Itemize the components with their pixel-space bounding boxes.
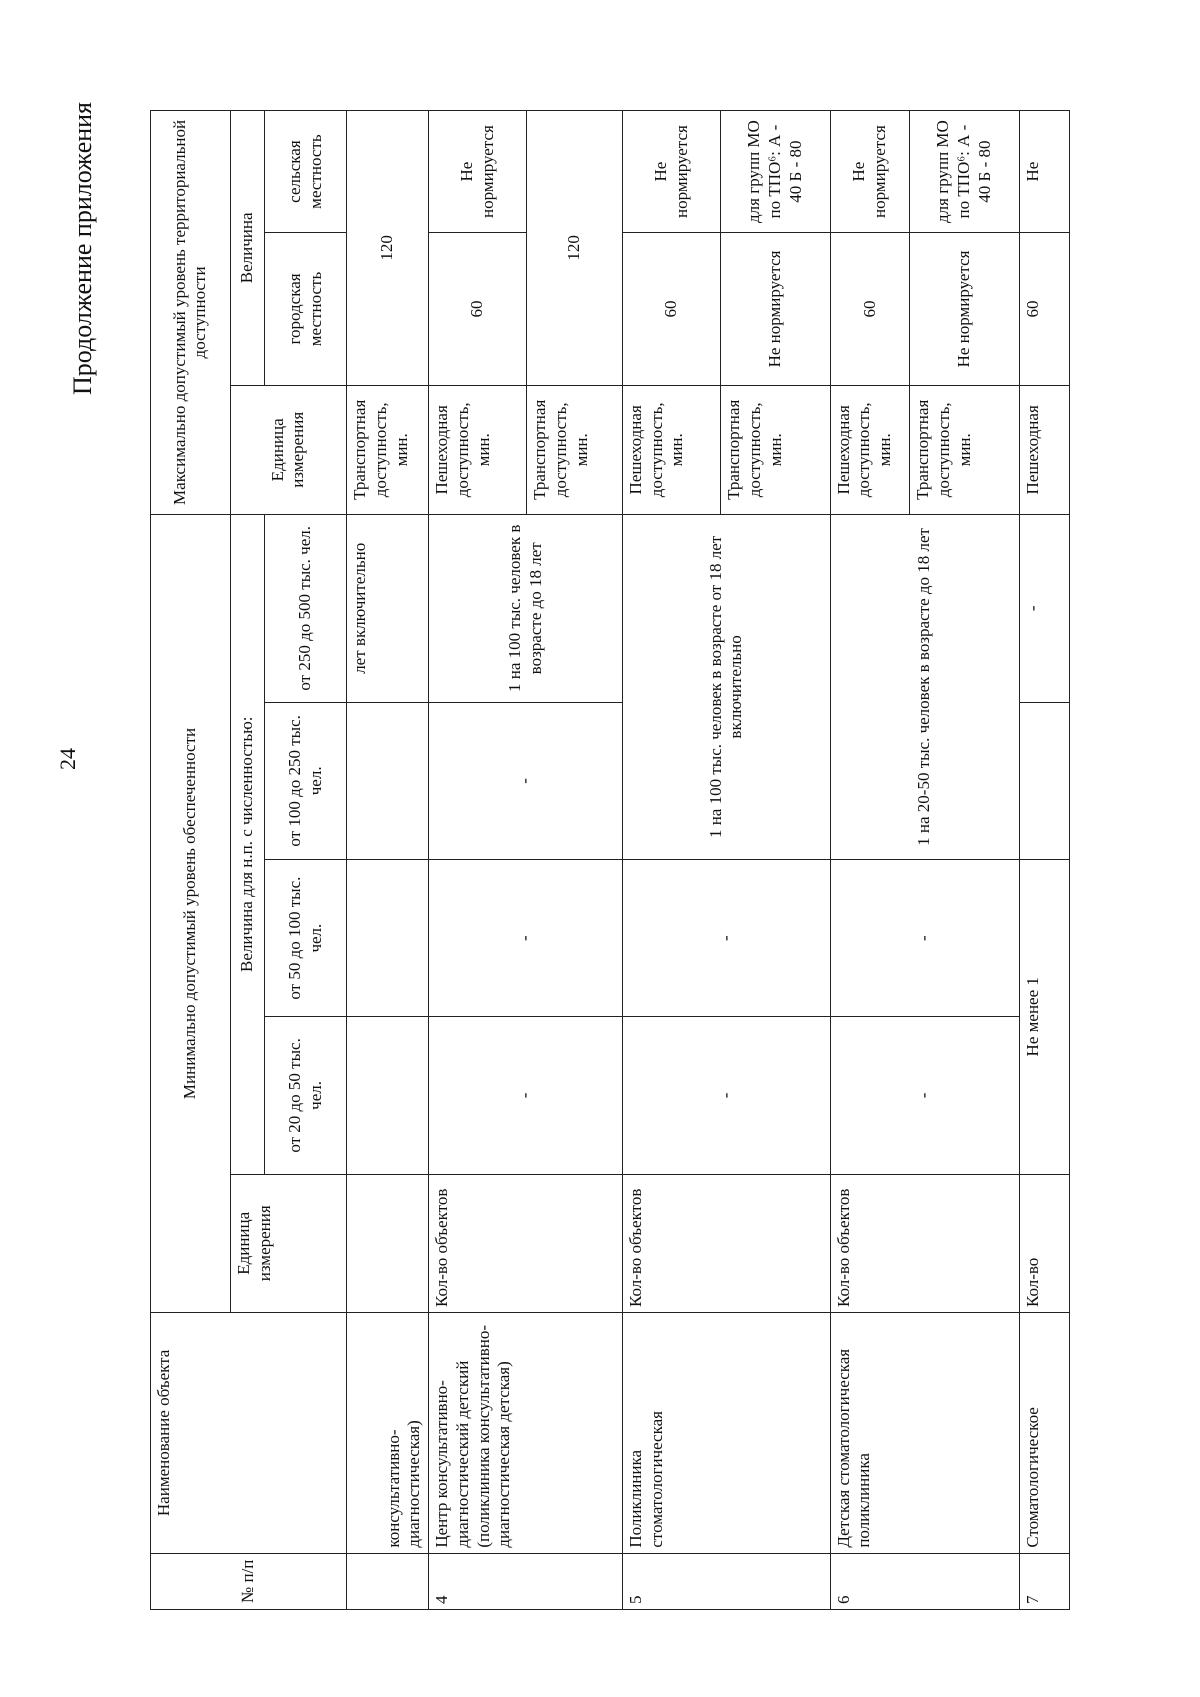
header-rural: сельская местность — [265, 111, 347, 233]
cell-access-unit: Транспортная доступность, мин. — [347, 385, 429, 514]
cell-rural: Не нормируется — [429, 111, 527, 233]
cell-50-100: - — [623, 859, 831, 1016]
cell-20-50: - — [830, 1017, 1019, 1174]
cell-unit: Кол-во — [1019, 1174, 1069, 1313]
cell-name: Поликлиника стоматологическая — [623, 1313, 831, 1554]
cell-access-unit: Пешеходная доступность, мин. — [623, 385, 721, 514]
header-name: Наименование объекта — [151, 1313, 347, 1554]
cell-unit: Кол-во объектов — [830, 1174, 1019, 1313]
header-row-1 — [151, 111, 231, 1610]
cell-urban: Не нормируется — [721, 233, 830, 386]
cell-num — [347, 1553, 429, 1609]
header-access-unit: Единица измерения — [230, 385, 346, 514]
cell-50-100 — [347, 859, 429, 1016]
cell-num: 4 — [429, 1553, 623, 1609]
cell-urban-rural: 120 — [527, 111, 623, 386]
header-value-np: Величина для н.п. с численностью: — [230, 514, 264, 1174]
cell-name: Стоматологическое — [1019, 1313, 1069, 1554]
cell-20-50: - — [623, 1017, 831, 1174]
header-col-250-500: от 250 до 500 тыс. чел. — [265, 514, 347, 702]
cell-100-250: - — [429, 702, 623, 859]
cell-urban: 60 — [830, 233, 910, 386]
header-access: Максимально допустимый уровень территориальной доступности — [151, 111, 231, 515]
cell-100-250 — [347, 702, 429, 859]
norms-table — [150, 110, 1070, 1610]
header-col-100-250: от 100 до 250 тыс. чел. — [265, 702, 347, 859]
cell-50-100: - — [830, 859, 1019, 1016]
cell-rural: Не нормируется — [830, 111, 910, 233]
header-urban: городская местность — [265, 233, 347, 386]
cell-rural: Не нормируется — [623, 111, 721, 233]
cell-num: 6 — [830, 1553, 1019, 1609]
cell-access-unit: Транспортная доступность, мин. — [721, 385, 830, 514]
table-row — [1019, 111, 1069, 1610]
cell-access-unit: Транспортная доступность, мин. — [910, 385, 1019, 514]
table-row — [623, 111, 721, 1610]
cell-urban: Не нормируется — [910, 233, 1019, 386]
cell-access-unit: Пешеходная доступность, мин. — [830, 385, 910, 514]
cell-urban-rural: 120 — [347, 111, 429, 386]
cell-rural: для групп МО по ТПО⁶: А - 40 Б - 80 — [910, 111, 1019, 233]
cell-access-unit: Пешеходная — [1019, 385, 1069, 514]
cell-100-500: 1 на 100 тыс. человек в возрасте от 18 лет включительно — [623, 514, 831, 859]
header-access-value: Величина — [230, 111, 264, 386]
cell-name: Детская стоматологическая поликлиника — [830, 1313, 1019, 1554]
cell-250-500: лет включительно — [347, 514, 429, 702]
cell-num: 5 — [623, 1553, 831, 1609]
header-provision-unit: Единица измерения — [230, 1174, 346, 1313]
cell-name: Центр консультативно-диагностический детский (поликлиника консультативно-диагностическая детская) — [429, 1313, 623, 1554]
cell-unit — [347, 1174, 429, 1313]
cell-urban: 60 — [1019, 233, 1069, 386]
cell-unit: Кол-во объектов — [623, 1174, 831, 1313]
table-row — [429, 111, 527, 1610]
table-row — [347, 111, 429, 1610]
cell-20-100: Не менее 1 — [1019, 859, 1069, 1174]
cell-20-50 — [347, 1017, 429, 1174]
page-number: 24 — [55, 748, 80, 770]
cell-access-unit: Пешеходная доступность, мин. — [429, 385, 527, 514]
cell-access-unit: Транспортная доступность, мин. — [527, 385, 623, 514]
cell-unit: Кол-во объектов — [429, 1174, 623, 1313]
cell-20-50: - — [429, 1017, 623, 1174]
cell-urban: 60 — [429, 233, 527, 386]
cell-250-500: - — [1019, 514, 1069, 702]
header-col-50-100: от 50 до 100 тыс. чел. — [265, 859, 347, 1016]
cell-250-500: 1 на 100 тыс. человек в возрасте до 18 лет — [429, 514, 623, 702]
header-col-20-50: от 20 до 50 тыс. чел. — [265, 1017, 347, 1174]
header-num: № п/п — [151, 1553, 347, 1609]
cell-50-100: - — [429, 859, 623, 1016]
cell-100-500: 1 на 20-50 тыс. человек в возрасте до 18 лет — [830, 514, 1019, 859]
annex-title: Продолжение приложения — [68, 101, 97, 395]
cell-num: 7 — [1019, 1553, 1069, 1609]
cell-rural: для групп МО по ТПО⁶: А - 40 Б - 80 — [721, 111, 830, 233]
cell-rural: Не — [1019, 111, 1069, 233]
table-row — [830, 111, 910, 1610]
norms-table-wrapper — [150, 110, 1070, 1610]
header-provision: Минимально допустимый уровень обеспеченности — [151, 514, 231, 1312]
cell-100-250 — [1019, 702, 1069, 859]
cell-name: консультативно-диагностическая) — [347, 1313, 429, 1554]
cell-urban: 60 — [623, 233, 721, 386]
